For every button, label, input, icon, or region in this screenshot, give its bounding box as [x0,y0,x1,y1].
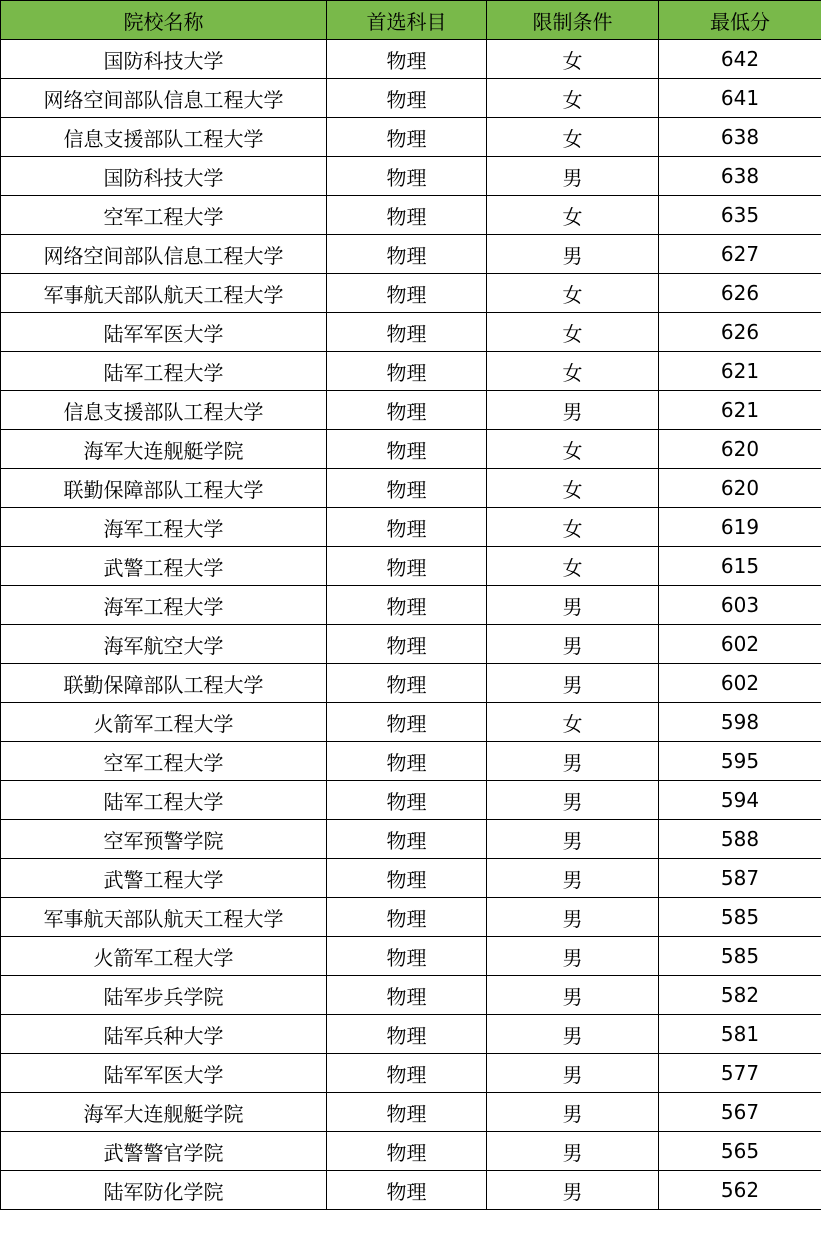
table-body [1,40,821,1210]
min-score-cell: 581 [659,1015,821,1054]
table-row [1,547,821,586]
min-score-cell: 587 [659,859,821,898]
table-row [1,1054,821,1093]
header-min-score: 最低分 [659,1,821,40]
table-header [1,1,821,40]
table-row [1,1015,821,1054]
subject-cell: 物理 [327,547,487,586]
subject-cell: 物理 [327,235,487,274]
subject-cell: 物理 [327,352,487,391]
school-name-cell: 海军航空大学 [1,625,327,664]
subject-cell: 物理 [327,1054,487,1093]
school-name-cell: 军事航天部队航天工程大学 [1,274,327,313]
min-score-cell: 621 [659,352,821,391]
table-row [1,469,821,508]
condition-cell: 女 [487,352,659,391]
school-name-cell: 陆军工程大学 [1,781,327,820]
school-name-cell: 联勤保障部队工程大学 [1,664,327,703]
table-row [1,430,821,469]
table-row [1,703,821,742]
min-score-cell: 619 [659,508,821,547]
subject-cell: 物理 [327,625,487,664]
condition-cell: 男 [487,235,659,274]
school-name-cell: 空军预警学院 [1,820,327,859]
condition-cell: 女 [487,196,659,235]
school-name-cell: 信息支援部队工程大学 [1,118,327,157]
condition-cell: 男 [487,1132,659,1171]
school-name-cell: 海军大连舰艇学院 [1,1093,327,1132]
min-score-cell: 582 [659,976,821,1015]
school-name-cell: 海军工程大学 [1,586,327,625]
table-row [1,235,821,274]
table-row [1,391,821,430]
subject-cell: 物理 [327,274,487,313]
min-score-cell: 567 [659,1093,821,1132]
school-name-cell: 陆军兵种大学 [1,1015,327,1054]
min-score-cell: 585 [659,898,821,937]
header-condition: 限制条件 [487,1,659,40]
school-name-cell: 国防科技大学 [1,40,327,79]
subject-cell: 物理 [327,586,487,625]
table-row [1,157,821,196]
min-score-cell: 595 [659,742,821,781]
table-row [1,274,821,313]
subject-cell: 物理 [327,196,487,235]
min-score-cell: 603 [659,586,821,625]
school-name-cell: 陆军步兵学院 [1,976,327,1015]
condition-cell: 女 [487,703,659,742]
condition-cell: 女 [487,40,659,79]
min-score-cell: 642 [659,40,821,79]
subject-cell: 物理 [327,157,487,196]
min-score-cell: 626 [659,274,821,313]
table-row [1,625,821,664]
min-score-cell: 626 [659,313,821,352]
condition-cell: 男 [487,859,659,898]
table-row [1,898,821,937]
school-name-cell: 国防科技大学 [1,157,327,196]
min-score-cell: 577 [659,1054,821,1093]
school-name-cell: 网络空间部队信息工程大学 [1,79,327,118]
condition-cell: 女 [487,508,659,547]
header-row [1,1,821,40]
min-score-cell: 615 [659,547,821,586]
table-row [1,508,821,547]
subject-cell: 物理 [327,313,487,352]
table-row [1,586,821,625]
min-score-cell: 620 [659,469,821,508]
table-row [1,820,821,859]
school-name-cell: 陆军军医大学 [1,1054,327,1093]
school-name-cell: 武警工程大学 [1,547,327,586]
min-score-cell: 641 [659,79,821,118]
school-name-cell: 海军大连舰艇学院 [1,430,327,469]
condition-cell: 女 [487,547,659,586]
condition-cell: 男 [487,781,659,820]
table-row [1,352,821,391]
subject-cell: 物理 [327,1015,487,1054]
table-row [1,1093,821,1132]
condition-cell: 男 [487,1015,659,1054]
min-score-cell: 621 [659,391,821,430]
condition-cell: 女 [487,313,659,352]
subject-cell: 物理 [327,898,487,937]
condition-cell: 女 [487,430,659,469]
subject-cell: 物理 [327,1093,487,1132]
condition-cell: 男 [487,937,659,976]
condition-cell: 女 [487,274,659,313]
table-row [1,859,821,898]
table-row [1,118,821,157]
school-name-cell: 火箭军工程大学 [1,703,327,742]
school-name-cell: 信息支援部队工程大学 [1,391,327,430]
min-score-cell: 638 [659,157,821,196]
table-row [1,79,821,118]
subject-cell: 物理 [327,781,487,820]
min-score-cell: 635 [659,196,821,235]
condition-cell: 女 [487,469,659,508]
subject-cell: 物理 [327,469,487,508]
subject-cell: 物理 [327,391,487,430]
school-name-cell: 武警工程大学 [1,859,327,898]
min-score-cell: 620 [659,430,821,469]
school-name-cell: 空军工程大学 [1,196,327,235]
min-score-cell: 585 [659,937,821,976]
table-row [1,742,821,781]
condition-cell: 男 [487,898,659,937]
subject-cell: 物理 [327,976,487,1015]
subject-cell: 物理 [327,703,487,742]
subject-cell: 物理 [327,742,487,781]
school-name-cell: 陆军军医大学 [1,313,327,352]
subject-cell: 物理 [327,1132,487,1171]
condition-cell: 男 [487,742,659,781]
min-score-cell: 562 [659,1171,821,1210]
header-subject: 首选科目 [327,1,487,40]
subject-cell: 物理 [327,40,487,79]
subject-cell: 物理 [327,1171,487,1210]
condition-cell: 男 [487,586,659,625]
subject-cell: 物理 [327,937,487,976]
school-name-cell: 陆军工程大学 [1,352,327,391]
table-row [1,1171,821,1210]
condition-cell: 女 [487,79,659,118]
table-row [1,664,821,703]
min-score-cell: 565 [659,1132,821,1171]
condition-cell: 男 [487,391,659,430]
table-row [1,313,821,352]
condition-cell: 男 [487,625,659,664]
min-score-cell: 602 [659,625,821,664]
min-score-cell: 627 [659,235,821,274]
school-name-cell: 军事航天部队航天工程大学 [1,898,327,937]
condition-cell: 男 [487,1054,659,1093]
table-row [1,196,821,235]
table-row [1,781,821,820]
min-score-cell: 598 [659,703,821,742]
table-row [1,937,821,976]
subject-cell: 物理 [327,664,487,703]
condition-cell: 男 [487,157,659,196]
table-row [1,976,821,1015]
subject-cell: 物理 [327,508,487,547]
table-row [1,1132,821,1171]
condition-cell: 男 [487,976,659,1015]
min-score-cell: 602 [659,664,821,703]
min-score-cell: 638 [659,118,821,157]
table-row [1,40,821,79]
min-score-cell: 594 [659,781,821,820]
school-name-cell: 联勤保障部队工程大学 [1,469,327,508]
school-name-cell: 海军工程大学 [1,508,327,547]
school-name-cell: 武警警官学院 [1,1132,327,1171]
school-name-cell: 陆军防化学院 [1,1171,327,1210]
condition-cell: 女 [487,118,659,157]
min-score-cell: 588 [659,820,821,859]
school-name-cell: 网络空间部队信息工程大学 [1,235,327,274]
subject-cell: 物理 [327,859,487,898]
condition-cell: 男 [487,1093,659,1132]
condition-cell: 男 [487,664,659,703]
subject-cell: 物理 [327,79,487,118]
header-school-name: 院校名称 [1,1,327,40]
subject-cell: 物理 [327,118,487,157]
condition-cell: 男 [487,1171,659,1210]
subject-cell: 物理 [327,430,487,469]
school-name-cell: 空军工程大学 [1,742,327,781]
school-name-cell: 火箭军工程大学 [1,937,327,976]
subject-cell: 物理 [327,820,487,859]
condition-cell: 男 [487,820,659,859]
